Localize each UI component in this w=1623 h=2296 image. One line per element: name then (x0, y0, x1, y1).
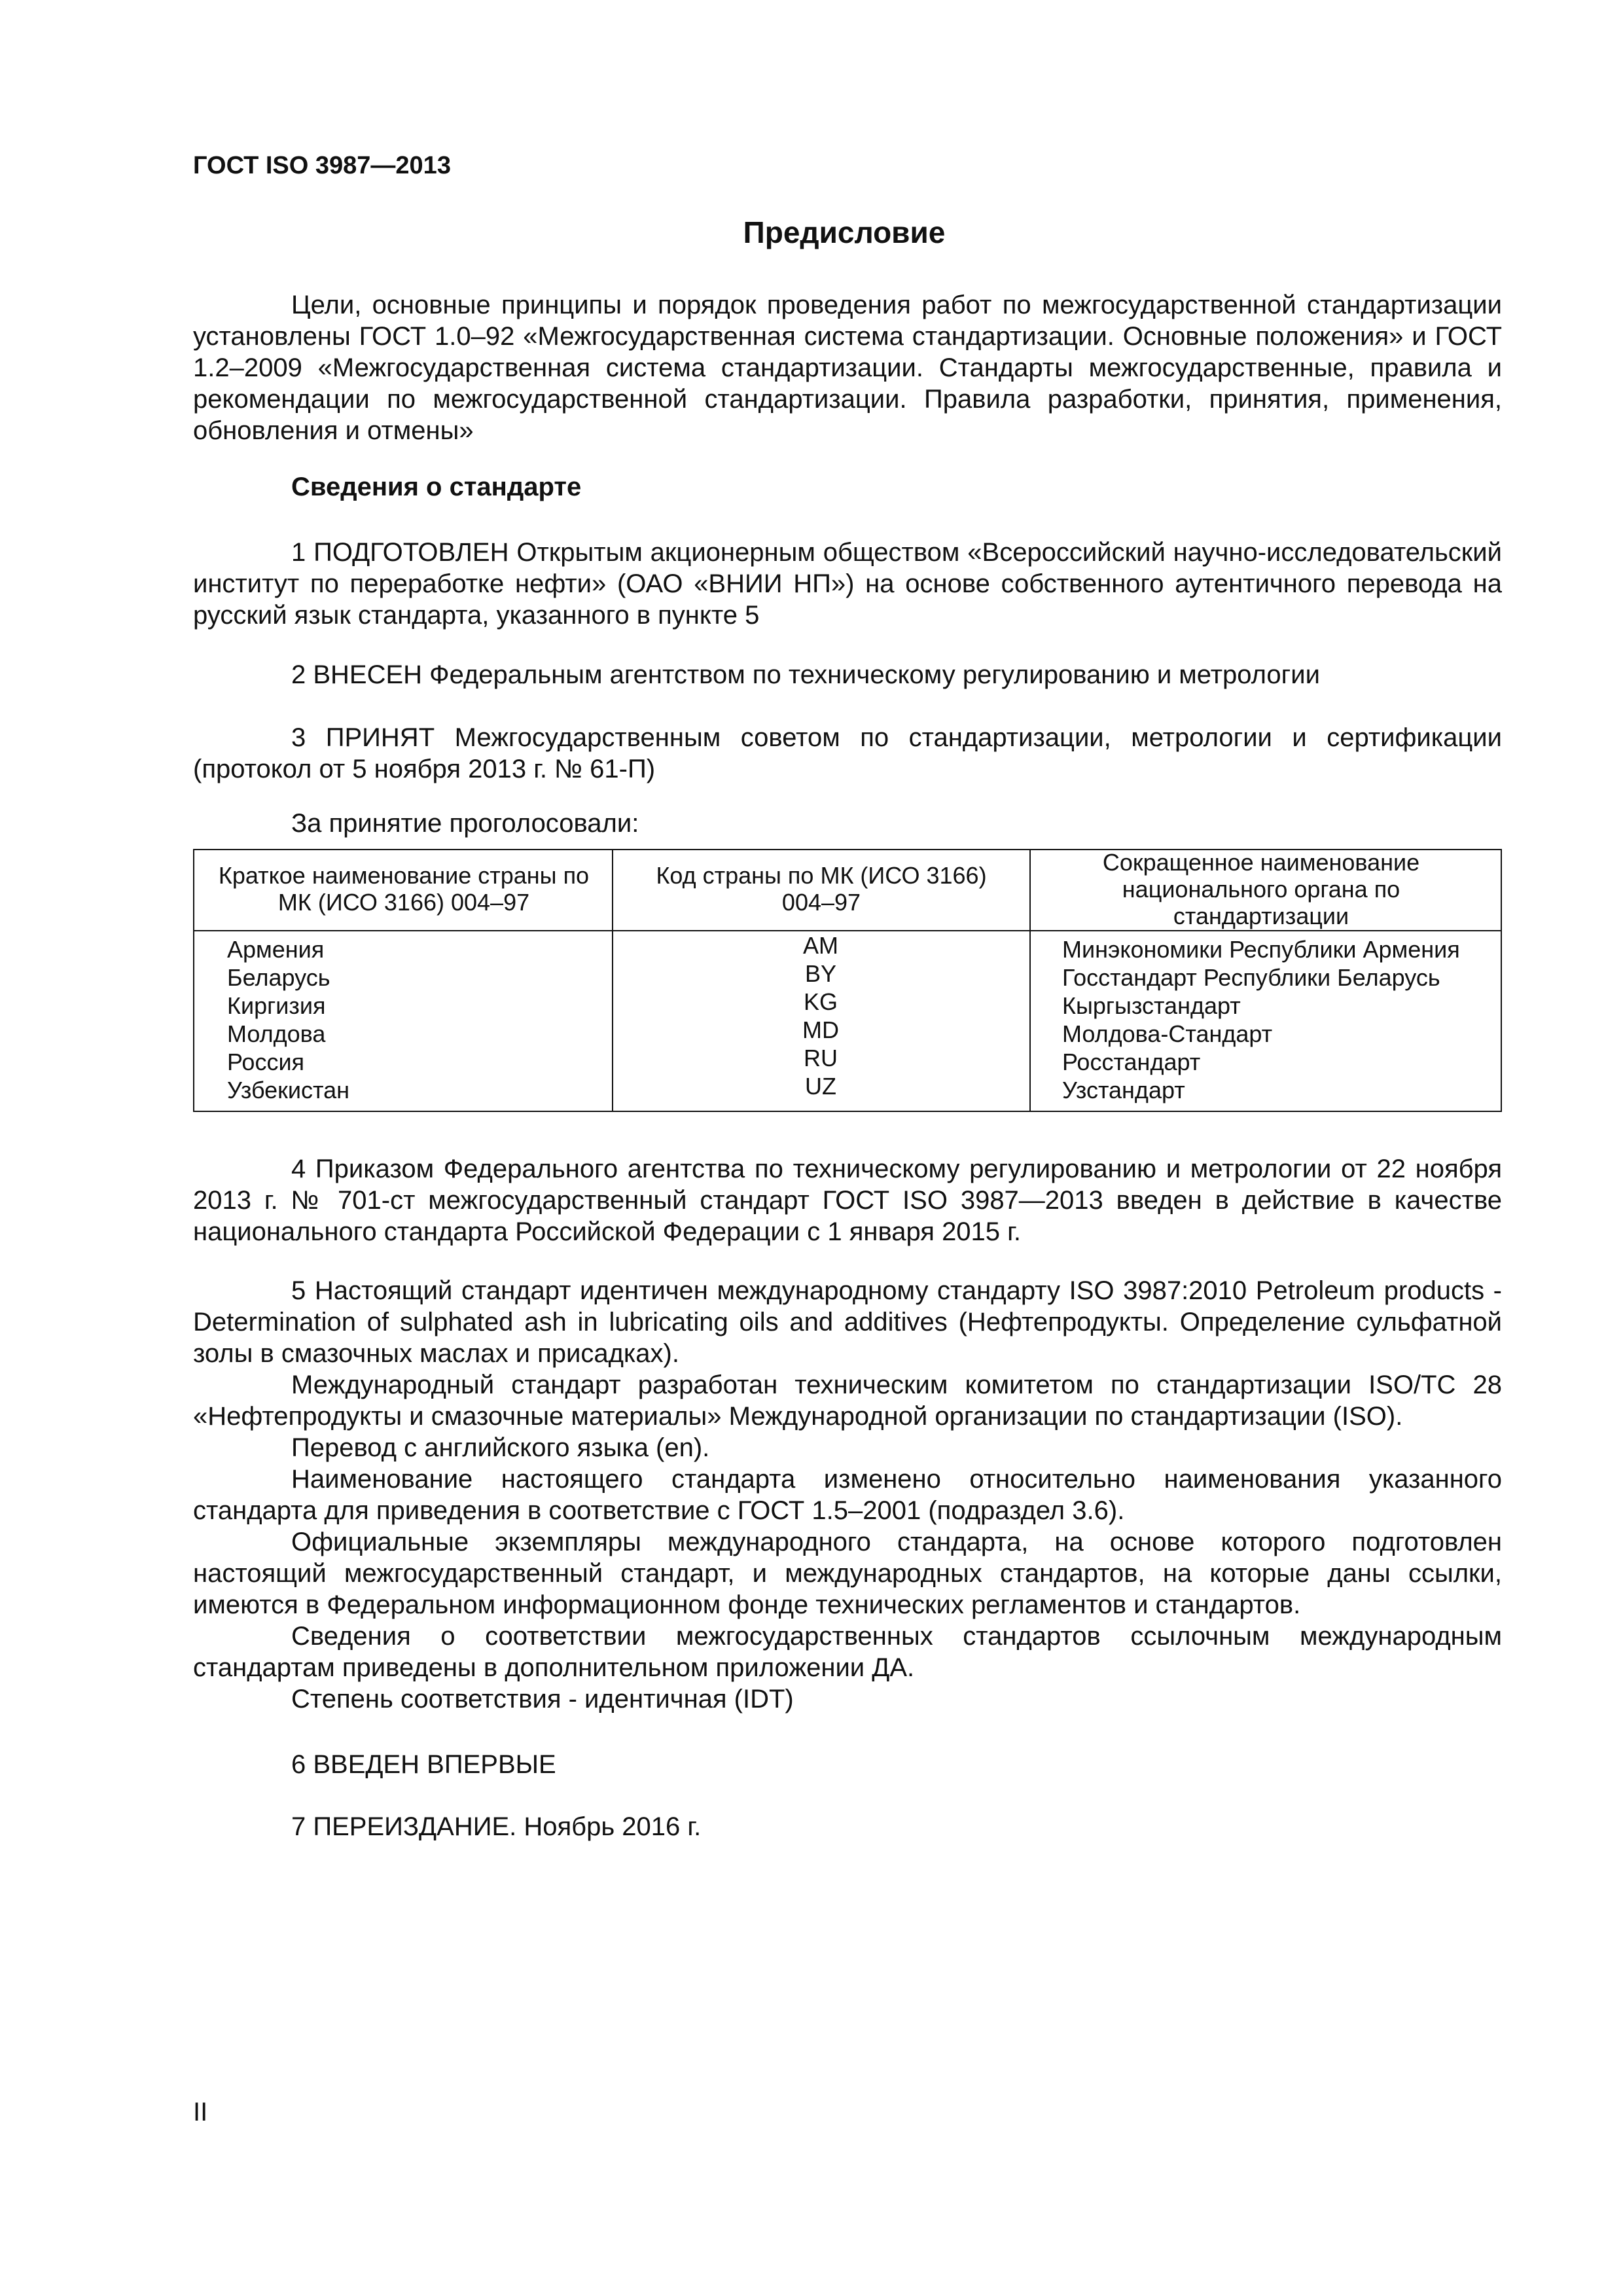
item-7: 7 ПЕРЕИЗДАНИЕ. Ноябрь 2016 г. (291, 1812, 702, 1841)
item-5 (193, 1275, 1502, 1715)
table-cell: Беларусь (227, 964, 330, 991)
table-cell: KG (803, 988, 838, 1015)
table-header-body: Сокращенное наименование национального органа по стандартизации (1102, 849, 1420, 929)
item-3-text: 3 ПРИНЯТ Межгосударственным советом по стандартизации, метрологии и сертификации (протокол от 5 ноября 2013 г. № 61-П) (193, 723, 1502, 783)
item-1-text: 1 ПОДГОТОВЛЕН Открытым акционерным обществом «Всероссийский научно-исследовательский институт по переработке нефти» (ОАО «ВНИИ НП») на основе собственного аутентичного перевода на русский язык стандарта, указанного в пункте 5 (193, 538, 1502, 630)
item-5-text: Наименование настоящего стандарта изменено относительно наименования указанного стандарта для приведения в соответствие с ГОСТ 1.5–2001 (подраздел 3.6). (193, 1465, 1502, 1525)
table-cell: Росстандарт (1062, 1049, 1201, 1075)
intro-text: Цели, основные принципы и порядок проведения работ по межгосударственной стандартизации установлены ГОСТ 1.0–92 «Межгосударственная система стандартизации. Основные положения» и ГОСТ 1.2–2009 «Межгосударственная система стандартизации. Стандарты межгосударственные, правила и рекомендации по межгосударственной стандартизации. Правила разработки, принятия, применения, обновления и отмены» (193, 291, 1502, 445)
table-header-country: Краткое наименование страны по МК (ИСО 3166) 004–97 (218, 862, 590, 916)
intro-paragraph (193, 289, 1502, 446)
voting-table (193, 849, 1502, 1112)
table-cell: Молдова-Стандарт (1062, 1020, 1273, 1047)
table-cell: Армения (227, 936, 325, 963)
item-5-text: Перевод с английского языка (en). (291, 1433, 710, 1462)
item-2 (193, 659, 1502, 691)
table-cell: AM (803, 932, 838, 959)
country-column (227, 935, 349, 1104)
body-column (1062, 935, 1460, 1104)
item-5-text: Степень соответствия - идентичная (IDT) (291, 1685, 794, 1713)
item-2-text: 2 ВНЕСЕН Федеральным агентством по техническому регулированию и метрологии (291, 660, 1320, 689)
item-4 (193, 1153, 1502, 1247)
table-divider (1029, 850, 1031, 1111)
table-cell: Киргизия (227, 992, 326, 1019)
table-header-code: Код страны по МК (ИСО 3166) 004–97 (656, 862, 987, 916)
item-5-text: Официальные экземпляры международного стандарта, на основе которого подготовлен настоящий межгосударственный стандарт, и международных стандартов, на которые даны ссылки, имеются в Федеральном информационном фонде технических регламентов и стандартов. (193, 1528, 1502, 1619)
page-number: II (193, 2098, 208, 2126)
table-cell: BY (804, 960, 837, 987)
item-5-text: Международный стандарт разработан техническим комитетом по стандартизации ISO/TC 28 «Нефтепродукты и смазочные материалы» Международной организации по стандартизации (ISO). (193, 1371, 1502, 1431)
item-6: 6 ВВЕДЕН ВПЕРВЫЕ (291, 1750, 556, 1779)
table-cell: UZ (805, 1073, 836, 1100)
item-1 (193, 537, 1502, 631)
table-cell: MD (802, 1016, 839, 1043)
table-cell: Минэкономики Республики Армения (1062, 936, 1460, 963)
item-5-text: 5 Настоящий стандарт идентичен международному стандарту ISO 3987:2010 Petroleum products - Determination of sulphated ash in lubricating oils and additives (Нефтепродукты. Определение сульфатной золы в смазочных маслах и присадках). (193, 1276, 1502, 1368)
section-subtitle: Сведения о стандарте (291, 473, 582, 501)
table-cell: Молдова (227, 1020, 326, 1047)
table-cell: Госстандарт Республики Беларусь (1062, 964, 1440, 991)
table-cell: Узстандарт (1062, 1077, 1185, 1103)
item-4-text: 4 Приказом Федерального агентства по техническому регулированию и метрологии от 22 ноября 2013 г. № 701-ст межгосударственный стандарт ГОСТ ISO 3987—2013 введен в действие в качестве национального стандарта Российской Федерации с 1 января 2015 г. (193, 1155, 1502, 1246)
item-3 (193, 722, 1502, 785)
page-title: Предисловие (743, 215, 946, 249)
item-5-text: Сведения о соответствии межгосударственных стандартов ссылочным международным стандартам приведены в дополнительном приложении ДА. (193, 1622, 1502, 1682)
code-column (612, 931, 1029, 1100)
table-cell: RU (804, 1045, 838, 1071)
document-id: ГОСТ ISO 3987—2013 (193, 152, 451, 179)
table-cell: Узбекистан (227, 1077, 350, 1103)
table-cell: Россия (227, 1049, 305, 1075)
voted-label: За принятие проголосовали: (291, 809, 639, 838)
table-cell: Кыргызстандарт (1062, 992, 1241, 1019)
